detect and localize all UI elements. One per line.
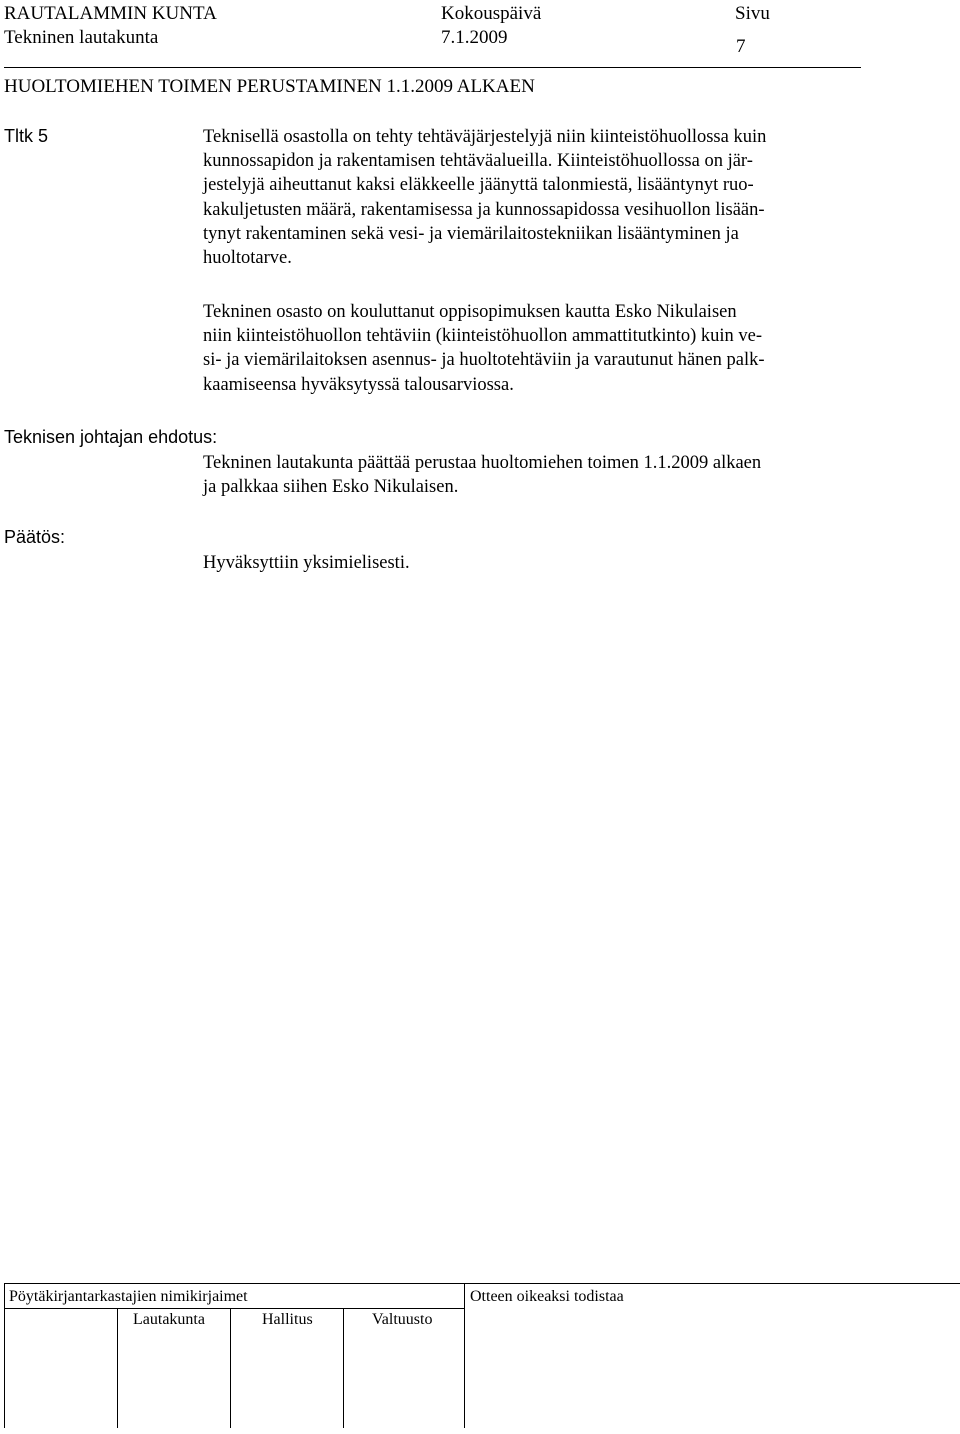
proposal-label: Teknisen johtajan ehdotus: [4, 427, 218, 447]
paragraph-line: ja palkkaa siihen Esko Nikulaisen. [203, 477, 459, 498]
decision-text: Hyväksyttiin yksimielisesti. [203, 553, 410, 573]
decision-label: Päätös: [4, 527, 66, 547]
signatures-label: Pöytäkirjantarkastajien nimikirjaimet [9, 1288, 248, 1305]
footer-col-divider [117, 1308, 118, 1428]
paragraph-1 [203, 125, 766, 270]
date-label: Kokouspäivä [441, 3, 542, 24]
header-rule [4, 67, 861, 68]
footer-top-rule [4, 1283, 960, 1284]
paragraph-line: niin kiinteistöhuollon tehtäviin (kiinteistöhuollon ammattitutkinto) kuin ve- [203, 326, 763, 347]
footer-col-hallitus: Hallitus [262, 1311, 313, 1328]
paragraph-line: si- ja viemärilaitoksen asennus- ja huoltotehtäviin ja varautunut hänen palk- [203, 350, 765, 371]
meeting-date: 7.1.2009 [441, 27, 508, 48]
paragraph-line: Teknisellä osastolla on tehty tehtäväjärjestelyjä niin kiinteistöhuollossa kuin [203, 127, 767, 147]
board-name: Tekninen lautakunta [4, 27, 159, 48]
org-name: RAUTALAMMIN KUNTA [4, 3, 217, 24]
paragraph-line: huoltotarve. [203, 247, 292, 268]
page-label: Sivu [735, 3, 770, 24]
footer-left-border [4, 1283, 5, 1428]
paragraph-line: jestelyjä aiheuttanut kaksi eläkkeelle jäänyttä talonmiestä, lisääntynyt ruo- [203, 175, 754, 196]
paragraph-line: kaamiseensa hyväksytyssä talousarviossa. [203, 374, 514, 395]
footer-col-valtuusto: Valtuusto [372, 1311, 433, 1328]
paragraph-2 [203, 300, 765, 397]
copy-label: Otteen oikeaksi todistaa [470, 1288, 624, 1305]
page-number: 7 [736, 36, 746, 57]
footer-col-lautakunta: Lautakunta [133, 1311, 205, 1328]
section-label: Tltk 5 [4, 126, 49, 146]
paragraph-line: tynyt rakentaminen sekä vesi- ja viemärilaitostekniikan lisääntyminen ja [203, 223, 739, 244]
proposal-text [203, 451, 761, 499]
footer-divider [464, 1283, 465, 1428]
paragraph-line: kunnossapidon ja rakentamisen tehtäväalueilla. Kiinteistöhuollossa on jär- [203, 151, 753, 172]
page-title: HUOLTOMIEHEN TOIMEN PERUSTAMINEN 1.1.2009 ALKAEN [4, 76, 535, 97]
footer-col-divider [343, 1308, 344, 1428]
footer-col-divider [230, 1308, 231, 1428]
footer-header-rule [4, 1308, 464, 1309]
paragraph-line: Tekninen lautakunta päättää perustaa huoltomiehen toimen 1.1.2009 alkaen [203, 453, 762, 473]
paragraph-line: Tekninen osasto on kouluttanut oppisopimuksen kautta Esko Nikulaisen [203, 302, 737, 322]
paragraph-line: kakuljetusten määrä, rakentamisessa ja kunnossapidossa vesihuollon lisään- [203, 199, 765, 220]
